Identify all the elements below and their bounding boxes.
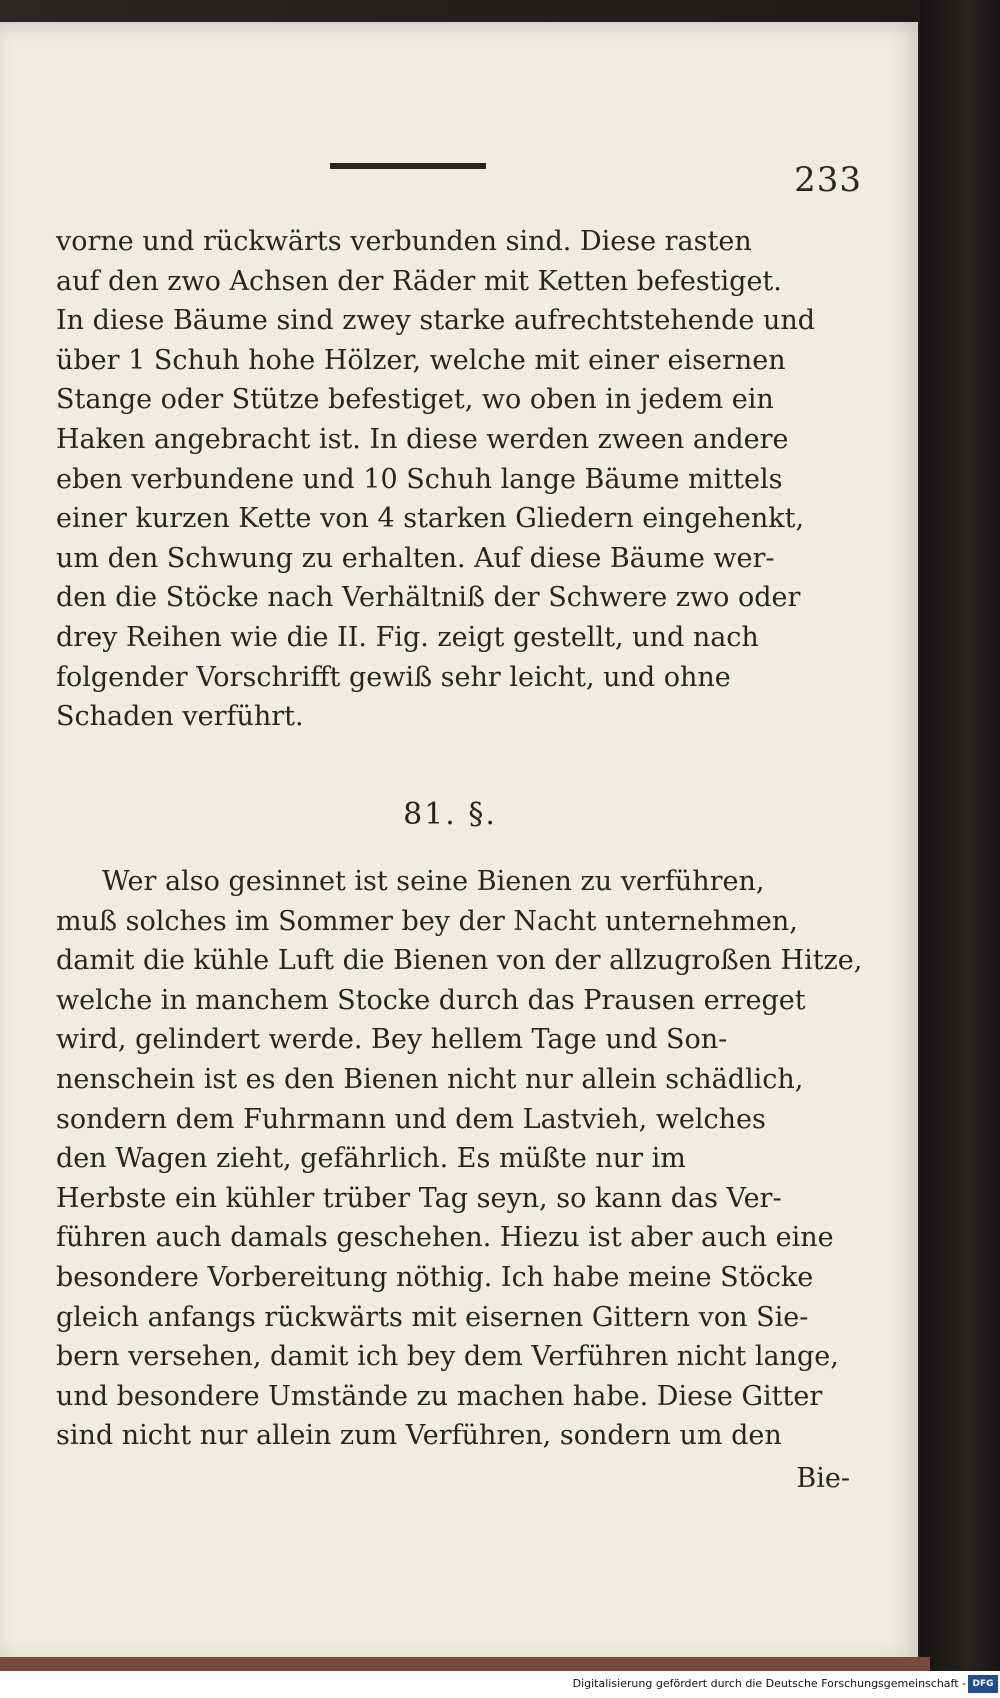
text-line: wird, gelindert werde. Bey hellem Tage und Son- [56, 1024, 728, 1056]
text-line: Wer also gesinnet ist seine Bienen zu verführen, [102, 866, 765, 897]
text-line: bern versehen, damit ich bey dem Verführen nicht lange, [56, 1341, 839, 1373]
header-rule [330, 163, 486, 169]
digitization-footer [0, 1671, 1000, 1698]
section-heading: 81. §. [403, 797, 497, 832]
text-line: Haken angebracht ist. In diese werden zween andere [56, 423, 789, 455]
text-line: Stange oder Stütze befestiget, wo oben in jedem ein [56, 384, 774, 416]
text-line: drey Reihen wie die II. Fig. zeigt gestellt, und nach [56, 621, 759, 653]
text-line: über 1 Schuh hohe Hölzer, welche mit einer eisernen [56, 344, 786, 376]
dfg-logo[interactable]: DFG [968, 1675, 998, 1693]
text-line: folgender Vorschrifft gewiß sehr leicht, und ohne [56, 661, 731, 693]
book-edge [0, 1657, 930, 1671]
text-line: den Wagen zieht, gefährlich. Es müßte nur im [56, 1143, 686, 1175]
text-line: Schaden verführt. [56, 701, 304, 733]
paragraph-1 [56, 222, 816, 737]
text-line: den die Stöcke nach Verhältniß der Schwere zwo oder [56, 582, 801, 614]
text-line: und besondere Umstände zu machen habe. Diese Gitter [56, 1380, 823, 1412]
text-line: führen auch damals geschehen. Hiezu ist aber auch eine [56, 1222, 834, 1254]
text-line: eben verbundene und 10 Schuh lange Bäume mittels [56, 463, 783, 495]
text-line: In diese Bäume sind zwey starke aufrechtstehende und [56, 305, 816, 337]
text-line: nenschein ist es den Bienen nicht nur allein schädlich, [56, 1063, 804, 1095]
book-spine [920, 0, 1000, 1698]
text-line: Herbste ein kühler trüber Tag seyn, so kann das Ver- [56, 1182, 782, 1214]
text-line: einer kurzen Kette von 4 starken Gliedern eingehenkt, [56, 503, 805, 535]
footer-credit: Digitalisierung gefördert durch die Deutsche Forschungsgemeinschaft - [572, 1677, 966, 1690]
page-number: 233 [794, 160, 862, 200]
text-line: sind nicht nur allein zum Verführen, sondern um den [56, 1420, 782, 1452]
text-line: besondere Vorbereitung nöthig. Ich habe meine Stöcke [56, 1261, 814, 1293]
text-line: sondern dem Fuhrmann und dem Lastvieh, welches [56, 1103, 766, 1135]
text-line: muß solches im Sommer bey der Nacht unternehmen, [56, 905, 798, 937]
text-line: damit die kühle Luft die Bienen von der allzugroßen Hitze, [56, 945, 863, 977]
text-line: gleich anfangs rückwärts mit eisernen Gittern von Sie- [56, 1301, 809, 1333]
text-line: welche in manchem Stocke durch das Prausen erreget [56, 984, 806, 1016]
text-line: um den Schwung zu erhalten. Auf diese Bäume wer- [56, 542, 775, 574]
text-line: auf den zwo Achsen der Räder mit Ketten befestiget. [56, 265, 782, 297]
text-line: vorne und rückwärts verbunden sind. Diese rasten [56, 226, 752, 257]
catchword: Bie- [796, 1463, 850, 1494]
paragraph-2 [56, 862, 863, 1456]
